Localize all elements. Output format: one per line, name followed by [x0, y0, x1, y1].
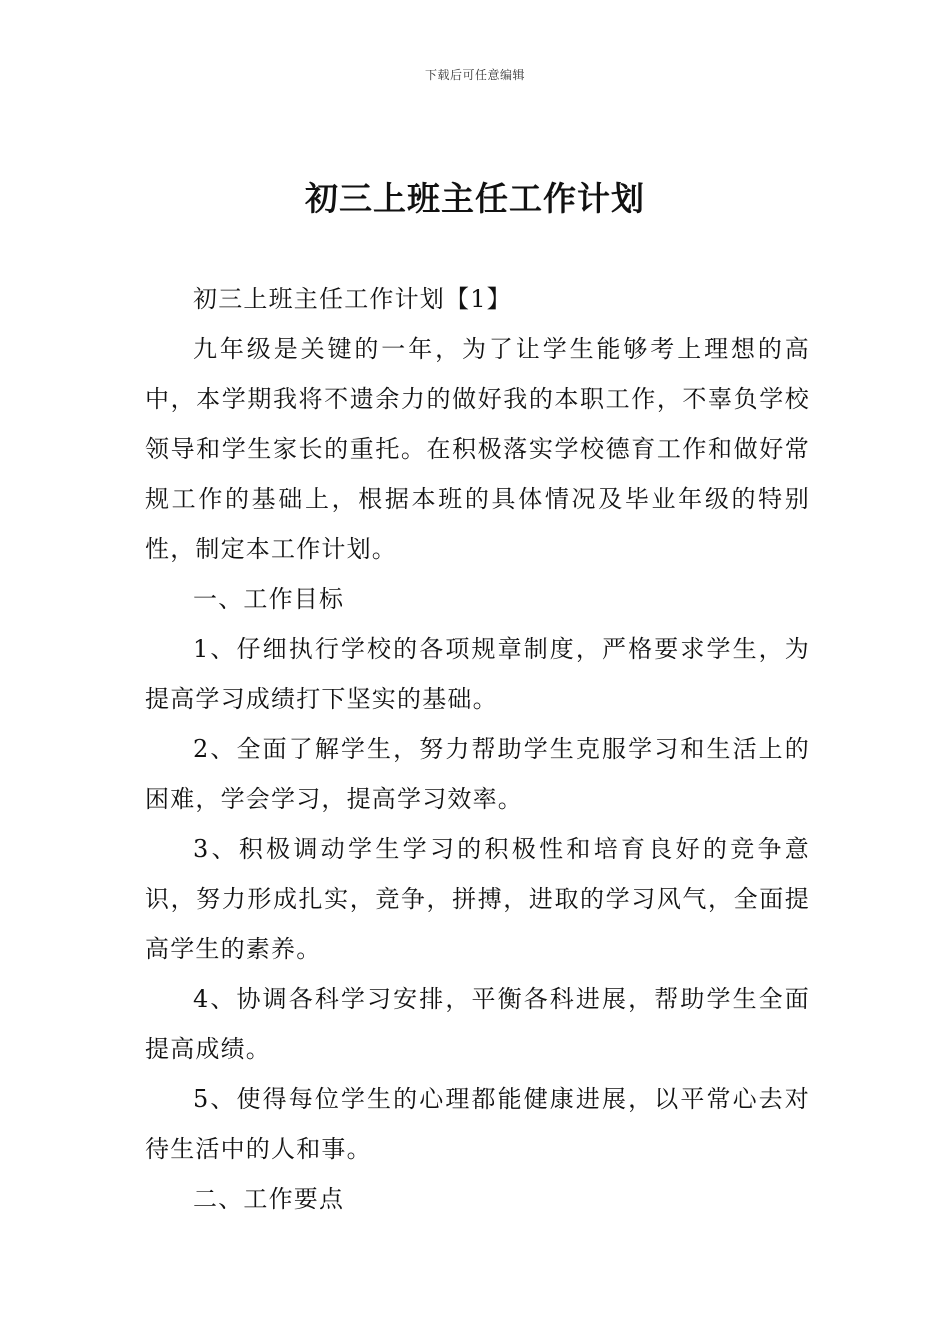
- goal-item: 5、使得每位学生的心理都能健康进展，以平常心去对待生活中的人和事。: [145, 1085, 810, 1163]
- goal-item: 2、全面了解学生，努力帮助学生克服学习和生活上的困难，学会学习，提高学习效率。: [145, 735, 810, 813]
- section-heading: 初三上班主任工作计划【1】: [193, 285, 512, 313]
- document-body: [145, 274, 810, 1224]
- section-heading: 二、工作要点: [193, 1185, 345, 1213]
- document-title: 初三上班主任工作计划: [305, 179, 645, 218]
- intro-paragraph: 九年级是关键的一年，为了让学生能够考上理想的高中，本学期我将不遗余力的做好我的本职工作，不辜负学校领导和学生家长的重托。在积极落实学校德育工作和做好常规工作的基础上，根据本班的具体情况及毕业年级的特别性，制定本工作计划。: [145, 335, 810, 563]
- goal-item: 3、积极调动学生学习的积极性和培育良好的竞争意识，努力形成扎实，竞争，拼搏，进取的学习风气，全面提高学生的素养。: [145, 835, 810, 963]
- goal-item: 4、协调各科学习安排，平衡各科进展，帮助学生全面提高成绩。: [145, 985, 810, 1063]
- section-heading: 一、工作目标: [193, 585, 345, 613]
- header-note: 下载后可任意编辑: [424, 68, 525, 82]
- goal-item: 1、仔细执行学校的各项规章制度，严格要求学生，为提高学习成绩打下坚实的基础。: [145, 635, 810, 713]
